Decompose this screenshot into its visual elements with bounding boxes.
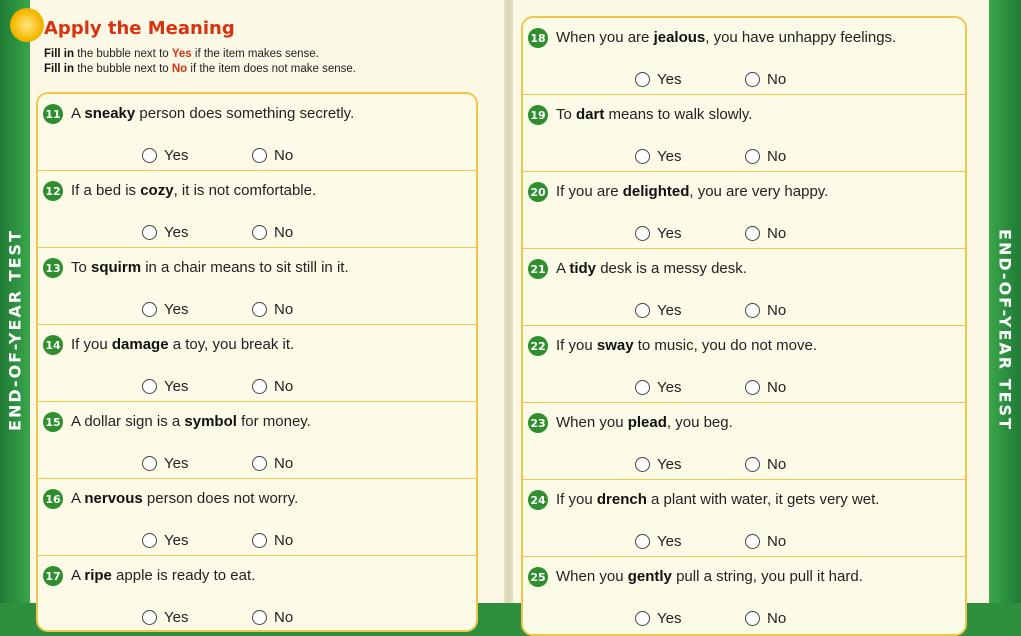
yes-option[interactable] [142, 378, 188, 395]
yes-bubble[interactable] [142, 456, 157, 471]
yes-option[interactable] [635, 379, 681, 396]
no-label: No [274, 455, 294, 472]
question-number-badge: 12 [43, 181, 63, 201]
question-text: If a bed is cozy, it is not comfortable. [71, 182, 317, 199]
no-bubble[interactable] [252, 533, 267, 548]
question-number-badge: 18 [528, 28, 548, 48]
yes-option[interactable] [142, 455, 188, 472]
vocabulary-word: plead [627, 414, 667, 431]
yes-bubble[interactable] [635, 226, 650, 241]
yes-label: Yes [657, 610, 682, 627]
question-item [523, 403, 965, 480]
question-item [38, 556, 476, 633]
question-text: A tidy desk is a messy desk. [556, 260, 747, 277]
no-option[interactable] [252, 147, 293, 164]
no-option[interactable] [252, 224, 293, 241]
no-label: No [767, 456, 787, 473]
no-label: No [274, 301, 294, 318]
yes-bubble[interactable] [635, 303, 650, 318]
question-text: If you drench a plant with water, it gets very wet. [556, 491, 880, 508]
no-option[interactable] [252, 378, 293, 395]
vocabulary-word: delighted [622, 183, 690, 200]
yes-bubble[interactable] [635, 611, 650, 626]
no-option[interactable] [745, 148, 786, 165]
question-item [38, 248, 476, 325]
yes-label: Yes [657, 379, 682, 396]
yes-option[interactable] [635, 533, 681, 550]
question-number-badge: 16 [43, 489, 63, 509]
yes-label: Yes [657, 302, 682, 319]
question-item [523, 18, 965, 95]
question-number-badge: 19 [528, 105, 548, 125]
vocabulary-word: ripe [84, 567, 112, 584]
question-item [523, 326, 965, 403]
yes-option[interactable] [635, 148, 681, 165]
yes-label: Yes [657, 71, 682, 88]
question-text: When you are jealous, you have unhappy feelings. [556, 29, 897, 46]
no-label: No [274, 532, 294, 549]
question-number-badge: 15 [43, 412, 63, 432]
no-label: No [767, 379, 787, 396]
vocabulary-word: cozy [140, 182, 174, 199]
question-number-badge: 23 [528, 413, 548, 433]
vocabulary-word: nervous [84, 490, 143, 507]
question-number-badge: 22 [528, 336, 548, 356]
question-text: To dart means to walk slowly. [556, 106, 753, 123]
no-label: No [767, 302, 787, 319]
vocabulary-word: sway [596, 337, 634, 354]
no-bubble[interactable] [745, 226, 760, 241]
no-bubble[interactable] [745, 457, 760, 472]
instruction-yes: Fill in the bubble next to Yes if the item makes sense. [44, 48, 319, 60]
band-title-right: END-OF-YEAR TEST [995, 229, 1015, 431]
no-option[interactable] [745, 71, 786, 88]
no-bubble[interactable] [252, 302, 267, 317]
question-item [523, 172, 965, 249]
yes-bubble[interactable] [635, 457, 650, 472]
question-number-badge: 21 [528, 259, 548, 279]
question-item [38, 325, 476, 402]
no-label: No [274, 609, 294, 626]
vocabulary-word: tidy [569, 260, 597, 277]
no-bubble[interactable] [745, 380, 760, 395]
no-option[interactable] [252, 609, 293, 626]
yes-option[interactable] [142, 609, 188, 626]
yes-bubble[interactable] [142, 610, 157, 625]
question-panel-left [36, 92, 478, 632]
vocabulary-word: dart [576, 106, 605, 123]
no-bubble[interactable] [745, 72, 760, 87]
question-number-badge: 25 [528, 567, 548, 587]
right-page [513, 0, 989, 627]
question-text: When you plead, you beg. [556, 414, 733, 431]
no-option[interactable] [745, 379, 786, 396]
sun-icon [10, 8, 44, 42]
yes-option[interactable] [142, 147, 188, 164]
no-bubble[interactable] [745, 303, 760, 318]
vocabulary-word: squirm [91, 259, 142, 276]
vocabulary-word: symbol [184, 413, 237, 430]
yes-label: Yes [657, 456, 682, 473]
no-label: No [767, 533, 787, 550]
no-label: No [767, 71, 787, 88]
left-side-band [0, 0, 30, 603]
vocabulary-word: sneaky [84, 105, 136, 122]
left-page [30, 0, 504, 626]
no-bubble[interactable] [252, 379, 267, 394]
band-title-left: END-OF-YEAR TEST [5, 229, 25, 431]
question-number-badge: 17 [43, 566, 63, 586]
yes-label: Yes [657, 225, 682, 242]
yes-option[interactable] [142, 224, 188, 241]
question-item [38, 94, 476, 171]
yes-bubble[interactable] [635, 72, 650, 87]
no-label: No [274, 147, 294, 164]
yes-bubble[interactable] [635, 149, 650, 164]
yes-label: Yes [164, 147, 189, 164]
yes-label: Yes [164, 224, 189, 241]
no-option[interactable] [745, 533, 786, 550]
section-heading: Apply the Meaning [44, 18, 235, 39]
no-option[interactable] [745, 225, 786, 242]
question-number-badge: 11 [43, 104, 63, 124]
yes-label: Yes [164, 378, 189, 395]
question-item [523, 480, 965, 557]
question-number-badge: 13 [43, 258, 63, 278]
yes-option[interactable] [142, 301, 188, 318]
yes-label: Yes [164, 609, 189, 626]
question-text: To squirm in a chair means to sit still in it. [71, 259, 349, 276]
right-side-band [989, 0, 1021, 603]
yes-option[interactable] [635, 225, 681, 242]
no-option[interactable] [745, 456, 786, 473]
no-label: No [274, 378, 294, 395]
no-option[interactable] [745, 610, 786, 627]
yes-option[interactable] [635, 456, 681, 473]
question-text: A nervous person does not worry. [71, 490, 299, 507]
no-bubble[interactable] [252, 148, 267, 163]
no-option[interactable] [252, 532, 293, 549]
question-text: When you gently pull a string, you pull it hard. [556, 568, 863, 585]
question-item [523, 249, 965, 326]
yes-label: Yes [657, 533, 682, 550]
yes-bubble[interactable] [142, 379, 157, 394]
question-text: If you sway to music, you do not move. [556, 337, 817, 354]
no-bubble[interactable] [745, 534, 760, 549]
no-bubble[interactable] [252, 456, 267, 471]
yes-bubble[interactable] [635, 534, 650, 549]
yes-option[interactable] [142, 532, 188, 549]
yes-option[interactable] [635, 610, 681, 627]
no-option[interactable] [745, 302, 786, 319]
vocabulary-word: drench [596, 491, 647, 508]
no-option[interactable] [252, 455, 293, 472]
question-text: If you are delighted, you are very happy. [556, 183, 829, 200]
question-item [523, 95, 965, 172]
yes-label: Yes [164, 301, 189, 318]
no-label: No [767, 148, 787, 165]
yes-label: Yes [657, 148, 682, 165]
question-item [38, 402, 476, 479]
yes-option[interactable] [635, 71, 681, 88]
no-label: No [767, 225, 787, 242]
yes-label: Yes [164, 532, 189, 549]
question-number-badge: 14 [43, 335, 63, 355]
no-bubble[interactable] [252, 610, 267, 625]
vocabulary-word: jealous [653, 29, 706, 46]
page-gutter [504, 0, 513, 603]
no-bubble[interactable] [745, 149, 760, 164]
yes-bubble[interactable] [635, 380, 650, 395]
yes-bubble[interactable] [142, 225, 157, 240]
question-text: If you damage a toy, you break it. [71, 336, 295, 353]
no-bubble[interactable] [252, 225, 267, 240]
yes-bubble[interactable] [142, 302, 157, 317]
yes-option[interactable] [635, 302, 681, 319]
question-item [38, 479, 476, 556]
no-bubble[interactable] [745, 611, 760, 626]
question-number-badge: 20 [528, 182, 548, 202]
question-item [523, 557, 965, 634]
question-text: A sneaky person does something secretly. [71, 105, 355, 122]
question-text: A dollar sign is a symbol for money. [71, 413, 311, 430]
question-panel-right [521, 16, 967, 636]
no-option[interactable] [252, 301, 293, 318]
yes-label: Yes [164, 455, 189, 472]
no-label: No [274, 224, 294, 241]
question-text: A ripe apple is ready to eat. [71, 567, 256, 584]
vocabulary-word: damage [111, 336, 169, 353]
question-number-badge: 24 [528, 490, 548, 510]
vocabulary-word: gently [627, 568, 672, 585]
question-item [38, 171, 476, 248]
no-label: No [767, 610, 787, 627]
instruction-no: Fill in the bubble next to No if the item does not make sense. [44, 63, 356, 75]
yes-bubble[interactable] [142, 533, 157, 548]
yes-bubble[interactable] [142, 148, 157, 163]
